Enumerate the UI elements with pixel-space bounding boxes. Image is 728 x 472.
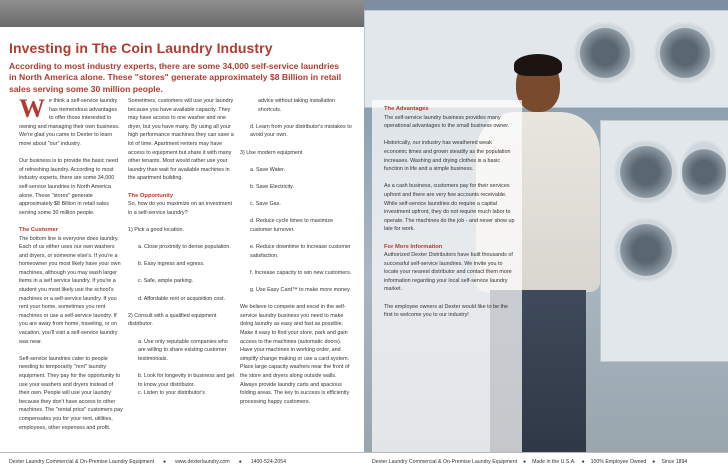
person-hair: [514, 54, 562, 76]
list-step: 3) Use modern equipment: [240, 149, 303, 156]
footer-company: Dexter Laundry Commercial & On-Premise Laundry Equipment: [9, 459, 155, 465]
header-bar: [0, 0, 364, 27]
list-sub-item: f. Increase capacity to win new customers.: [250, 269, 352, 276]
list-step: 1) Pick a good location.: [128, 226, 185, 233]
section-heading-more-info: For More Information: [384, 243, 443, 250]
washer-door: [654, 22, 716, 84]
footer-phone: 1400-524-2054: [250, 459, 286, 465]
column-2: [128, 97, 235, 406]
footer-company: Dexter Laundry Commercial & On-Premise Laundry Equipment: [372, 459, 518, 465]
bullet-dot-icon: ●: [581, 459, 585, 465]
footer-url-link[interactable]: www.dexterlaundry.com: [175, 459, 230, 465]
paragraph: The bottom line is everyone does laundry. Each of us either uses our own washers and dryers, or someone else's. If you're a homeowner you most likely have your own machines, although you may wash larger items in a self service laundry. If you're a student you most likely use the school's machines or a self-service laundry. If you rent your home, sometimes you rent machines or use a self-service laundry. If you are away from home, traveling, or on vacation, you'll visit a self-service laundry was near.: [19, 235, 121, 345]
list-sub-item: e. Reduce downtime to increase customer satisfaction.: [250, 244, 351, 259]
footer-employee-owned: 100% Employee Owned: [590, 459, 647, 465]
column-4: [384, 105, 516, 328]
drop-cap: W: [19, 94, 45, 123]
list-sub-item: b. Easy ingress and egress.: [138, 261, 205, 268]
list-sub-item: b. Save Electricity.: [250, 183, 294, 190]
page-subtitle: According to most industry experts, there are some 34,000 self-service laundries in North America alone. These "stores" generate approximately $8 Billion in retail sales serving some 30 million people.: [9, 61, 342, 94]
paragraph: So, how do you maximize on an investment in a self-service laundry?: [128, 201, 232, 216]
footer-made-in: Made in the U.S.A.: [532, 459, 576, 465]
list-sub-item: c. Listen to your distributor's: [138, 390, 205, 397]
section-heading-customer: The Customer: [19, 226, 58, 233]
paragraph: The self-service laundry business provides many operational advantages to the small business owner.: [384, 114, 510, 130]
list-continued: advice without taking installation shortcuts.: [258, 98, 336, 113]
washer-door: [680, 140, 728, 204]
bullet-dot-icon: ●: [652, 459, 656, 465]
list-sub-item: c. Save Gas.: [250, 201, 281, 208]
page-title: Investing in The Coin Laundry Industry: [9, 40, 273, 56]
footer-since: Since 1894: [661, 459, 688, 465]
list-step: 2) Consult with a qualified equipment distributor.: [128, 312, 217, 328]
bullet-dot-icon: ●: [163, 459, 167, 465]
paragraph: We believe to compete and excel in the self-service laundry business you need to make doing laundry as easy and fast as possible. Make it easy to find your store, park and gain access to the machines (automatic doors). Have your machines in working order, and simplify change making or use a card system. Place large capacity washers near the front of the store and dryers along outside walls. Always provide laundry carts and spacious folding areas. The key to success is efficiently processing happy customers.: [240, 304, 350, 405]
list-sub-item: a. Close proximity to dense population.: [138, 244, 231, 251]
paragraph: As a cash business, customers pay for their services upfront and there are very few accounts receivable. While self-service laundries do require a capital investment upfront, they do not require much labor to operate. The machines do the job - and never show up late for work.: [384, 183, 515, 233]
bullet-dot-icon: ●: [523, 459, 527, 465]
list-sub-item: a. Use only reputable companies who are willing to share existing customer testimonials.: [138, 338, 228, 362]
paragraph: Self-service laundries cater to people needing to temporarily "rent" laundry equipment. They pay for the opportunity to use your washers and dryers instead of their own. People will use your laundry because they don't have access to other machines. The "rental price" customers pay compensates you for your rent, utilities, employees, other expenses and profit.: [19, 355, 123, 431]
section-heading-opportunity: The Opportunity: [128, 192, 174, 199]
footer-left: [9, 452, 359, 472]
paragraph: The employee owners at Dexter would like to be the first to welcome you to our industry!: [384, 303, 509, 319]
column-3: [240, 97, 354, 415]
washer-door: [574, 22, 636, 84]
section-heading-advantages: The Advantages: [384, 106, 429, 112]
column-1: [19, 94, 123, 441]
washer-door: [614, 218, 678, 282]
bullet-dot-icon: ●: [238, 459, 242, 465]
list-sub-item: a. Save Water.: [250, 166, 286, 173]
washer-door: [614, 140, 678, 204]
intro-paragraph: We think a self-service laundry has tremendous advantages to offer those interested in owning and managing their own business. We're glad you came to Dexter to learn more about "our" industry.: [19, 94, 120, 147]
paragraph: Our business is to provide the basic need of refreshing laundry. According to most industry experts, there are some 34,000 self-service laundries in North America alone. These "stores" generate approximately $8 Billion in retail sales serving some 30 million people.: [19, 158, 118, 216]
paragraph: Authorized Dexter Distributors have built thousands of successful self-service laundries. We invite you to locate your nearest distributor and contact them more information regarding your local self-service laundry market.: [384, 252, 513, 293]
paragraph: Sometimes, customers will use your laundry because you have available capacity. They may have access to one washer and one dryer, but you have many. By using all your high performance machines they can save a lot of time. Apartment renters may have access to equipment but share it with many other tenants. Most would rather use your laundry than wait for available machines in the apartment building.: [128, 98, 234, 182]
footer-right: [372, 452, 724, 472]
list-sub-item: d. Learn from your distributor's mistakes to avoid your own.: [250, 123, 352, 139]
list-sub-item: c. Safe, ample parking.: [138, 278, 194, 285]
paragraph: Historically, our industry has weathered weak economic times and grown steadily as the population increases. Washing and drying clothes is a basic function in life and a simple business.: [384, 140, 511, 173]
list-sub-item: g. Use Easy Card™ to make more money.: [250, 287, 351, 294]
list-sub-item: d. Affordable rent or acquisition cost.: [138, 295, 226, 302]
list-sub-item: b. Look for longevity in business and get to know your distributor.: [138, 373, 235, 388]
list-sub-item: d. Reduce cycle times to maximize customer turnover.: [250, 218, 333, 233]
